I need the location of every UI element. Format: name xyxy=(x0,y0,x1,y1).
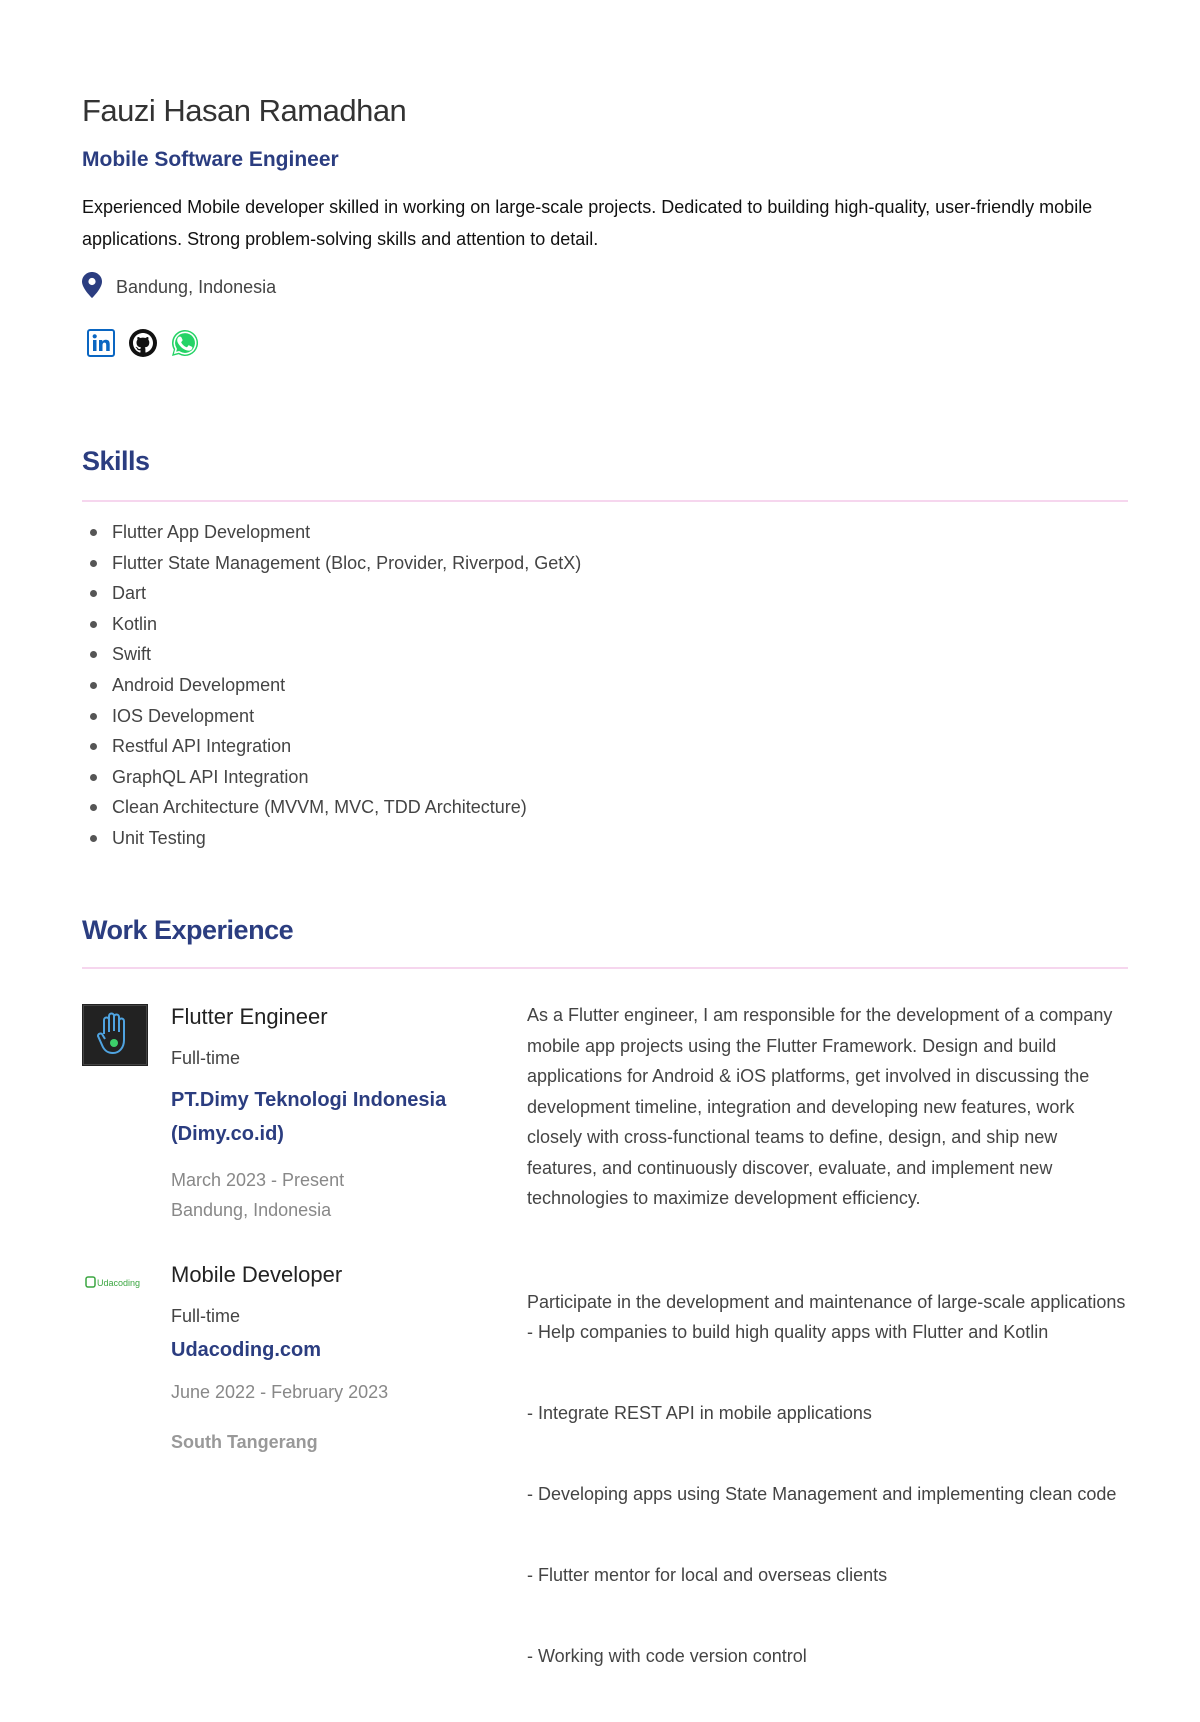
job-dates: June 2022 - February 2023 xyxy=(171,1382,389,1402)
map-pin-icon xyxy=(82,272,102,303)
job-title: Flutter Engineer xyxy=(171,1004,328,1029)
skill-item: GraphQL API Integration xyxy=(82,762,581,793)
location-row xyxy=(82,272,276,303)
skill-item: Android Development xyxy=(82,670,581,701)
description-line: Participate in the development and maintenance of large-scale applications - Help companies to build high quality apps with Flutter and Kotlin xyxy=(527,1291,1126,1342)
skill-item: Clean Architecture (MVVM, MVC, TDD Architecture) xyxy=(82,792,581,823)
job-type: Full-time xyxy=(171,1048,241,1068)
linkedin-icon[interactable] xyxy=(85,327,117,359)
skill-item: Kotlin xyxy=(82,609,581,640)
skill-item: Unit Testing xyxy=(82,823,581,854)
work-section-title: Work Experience xyxy=(82,915,294,945)
description-line: - Working with code version control xyxy=(527,1646,807,1666)
whatsapp-icon[interactable] xyxy=(169,327,201,359)
skill-item: Swift xyxy=(82,639,581,670)
job-title: Mobile Developer xyxy=(171,1262,343,1287)
skill-item: Flutter State Management (Bloc, Provider, Riverpod, GetX) xyxy=(82,548,581,579)
company-link[interactable]: PT.Dimy Teknologi Indonesia (Dimy.co.id) xyxy=(171,1089,447,1145)
dimy-logo xyxy=(82,1004,148,1066)
skills-divider xyxy=(82,500,1128,502)
social-links xyxy=(85,327,201,359)
job-dates: March 2023 - Present xyxy=(171,1170,345,1190)
skill-item: IOS Development xyxy=(82,701,581,732)
job-location: Bandung, Indonesia xyxy=(171,1200,332,1220)
job-type: Full-time xyxy=(171,1306,241,1326)
work-divider xyxy=(82,967,1128,969)
job-details xyxy=(171,1004,501,1225)
github-icon[interactable] xyxy=(127,327,159,359)
candidate-name: Fauzi Hasan Ramadhan xyxy=(82,93,407,128)
job-location: South Tangerang xyxy=(171,1432,318,1452)
candidate-role: Mobile Software Engineer xyxy=(82,148,339,171)
job-description: As a Flutter engineer, I am responsible for the development of a company mobile app projects using the Flutter Framework. Design and build applications for Android & iOS platforms, get involved in discussing the development timeline, integration and developing new features, work closely with cross-functional teams to define, design, and ship new features, and continuously discover, evaluate, and implement new technologies to maximize development efficiency. xyxy=(527,1005,1113,1208)
skill-item: Flutter App Development xyxy=(82,517,581,548)
skill-item: Dart xyxy=(82,578,581,609)
location-text: Bandung, Indonesia xyxy=(116,277,277,297)
description-line: - Developing apps using State Management and implementing clean code xyxy=(527,1484,1117,1504)
skills-list xyxy=(82,517,581,854)
skill-item: Restful API Integration xyxy=(82,731,581,762)
summary-text: Experienced Mobile developer skilled in working on large-scale projects. Dedicated to building high-quality, user-friendly mobile applications. Strong problem-solving skills and attention to detail. xyxy=(82,197,1093,249)
company-link[interactable]: Udacoding.com xyxy=(171,1339,322,1361)
description-line: - Integrate REST API in mobile applications xyxy=(527,1403,872,1423)
description-line: - Flutter mentor for local and overseas clients xyxy=(527,1565,888,1585)
udacoding-logo-text: Udacoding xyxy=(97,1278,141,1288)
udacoding-logo xyxy=(82,1270,148,1294)
job-description xyxy=(527,1256,1128,1722)
skills-section-title: Skills xyxy=(82,446,150,476)
job-details xyxy=(171,1262,501,1457)
